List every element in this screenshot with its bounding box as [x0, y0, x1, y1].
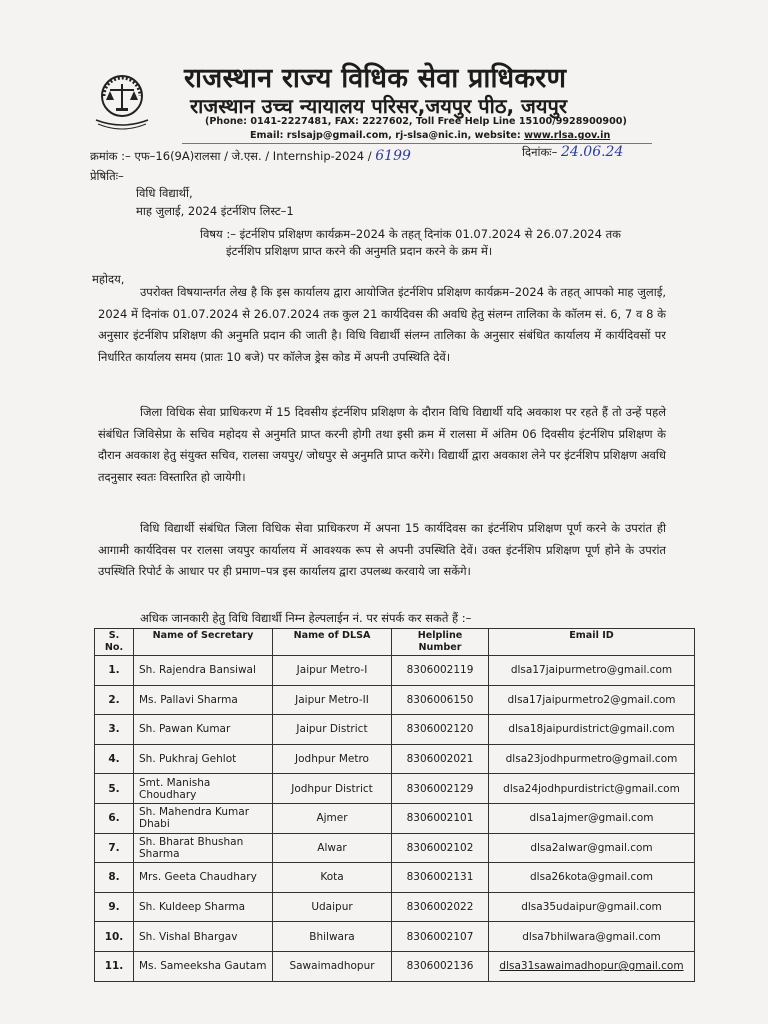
- cell-dlsa: Ajmer: [273, 803, 392, 833]
- scales-of-justice-emblem-icon: [84, 70, 160, 132]
- cell-email: dlsa18jaipurdistrict@gmail.com: [489, 715, 695, 745]
- cell-secretary: Sh. Vishal Bhargav: [134, 922, 273, 952]
- table-row: [95, 774, 695, 804]
- cell-helpline: 8306002119: [392, 656, 489, 686]
- table-header-row: [95, 629, 695, 656]
- cell-helpline: 8306002129: [392, 774, 489, 804]
- cell-sno: 3.: [95, 715, 134, 745]
- cell-email: dlsa1ajmer@gmail.com: [489, 803, 695, 833]
- table-intro: अधिक जानकारी हेतु विधि विद्यार्थी निम्न हेल्पलाईन नं. पर संपर्क कर सकते हैं :–: [140, 611, 472, 625]
- cell-secretary: Ms. Sameeksha Gautam: [134, 951, 273, 981]
- subject-block: [200, 226, 670, 260]
- table-row: [95, 951, 695, 981]
- reference-number: [90, 148, 411, 164]
- reference-handwritten-number: 6199: [375, 148, 411, 164]
- cell-sno: 8.: [95, 863, 134, 893]
- cell-helpline: 8306002131: [392, 863, 489, 893]
- body-paragraph-1: उपरोक्त विषयान्तर्गत लेख है कि इस कार्यालय द्वारा आयोजित इंटर्नशिप प्रशिक्षण कार्यक्रम–2024 के तहत् आपको माह जुलाई, 2024 में दिनांक 01.07.2024 से 26.07.2024 तक कुल 21 कार्यदिवस की अवधि हेतु संलग्न तालिका के कॉलम सं. 6, 7 व 8 के अनुसार इंटर्नशिप प्रशिक्षण की अनुमति प्रदान की जाती है। विधि विद्यार्थी संलग्न तालिका के अनुसार संबंधित कार्यालय में कार्यदिवसों पर निर्धारित कार्यालय समय (प्रातः 10 बजे) पर कॉलेज ड्रेस कोड में अपनी उपस्थिति देवें।: [98, 285, 666, 364]
- cell-sno: 1.: [95, 656, 134, 686]
- table-row: [95, 685, 695, 715]
- cell-dlsa: Jaipur Metro-I: [273, 656, 392, 686]
- cell-sno: 10.: [95, 922, 134, 952]
- cell-secretary: Sh. Pawan Kumar: [134, 715, 273, 745]
- cell-helpline: 8306002101: [392, 803, 489, 833]
- cell-secretary: Sh. Pukhraj Gehlot: [134, 744, 273, 774]
- header-dlsa: Name of DLSA: [273, 629, 392, 656]
- cell-email: dlsa26kota@gmail.com: [489, 863, 695, 893]
- cell-helpline: 8306002102: [392, 833, 489, 863]
- cell-helpline: 8306006150: [392, 685, 489, 715]
- email-text: Email: rslsajp@gmail.com, rj-slsa@nic.in, website:: [250, 130, 525, 141]
- cell-sno: 7.: [95, 833, 134, 863]
- cell-helpline: 8306002021: [392, 744, 489, 774]
- table-row: [95, 715, 695, 745]
- sent-to-label: प्रेषितिः–: [90, 169, 124, 183]
- cell-helpline: 8306002107: [392, 922, 489, 952]
- cell-secretary: Sh. Bharat Bhushan Sharma: [134, 833, 273, 863]
- contact-email-line: [250, 130, 670, 141]
- date-label: दिनांकः–: [522, 145, 562, 159]
- cell-secretary: Ms. Pallavi Sharma: [134, 685, 273, 715]
- cell-sno: 11.: [95, 951, 134, 981]
- table-row: [95, 744, 695, 774]
- cell-helpline: 8306002022: [392, 892, 489, 922]
- cell-sno: 4.: [95, 744, 134, 774]
- helpline-table: [94, 628, 695, 982]
- cell-dlsa: Udaipur: [273, 892, 392, 922]
- cell-email: dlsa23jodhpurmetro@gmail.com: [489, 744, 695, 774]
- organization-title: राजस्थान राज्य विधिक सेवा प्राधिकरण: [184, 63, 567, 94]
- cell-secretary: Smt. Manisha Choudhary: [134, 774, 273, 804]
- cell-email: dlsa2alwar@gmail.com: [489, 833, 695, 863]
- date-handwritten-value: 24.06.24: [561, 144, 624, 160]
- header-email: Email ID: [489, 629, 695, 656]
- cell-dlsa: Kota: [273, 863, 392, 893]
- body-paragraph-3: विधि विद्यार्थी संबंधित जिला विधिक सेवा प्राधिकरण में अपना 15 कार्यदिवस का इंटर्नशिप प्रशिक्षण पूर्ण करने के उपरांत ही आगामी कार्यदिवस पर रालसा जयपुर कार्यालय में आवश्यक रूप से अपनी उपस्थिति देवें। उक्त इंटर्नशिप प्रशिक्षण पूर्ण होने के उपरांत उपस्थिति रिपोर्ट के आधार पर ही प्रमाण–पत्र इस कार्यालय द्वारा उपलब्ध करवाये जा सकेंगे।: [98, 521, 666, 578]
- cell-email: dlsa17jaipurmetro2@gmail.com: [489, 685, 695, 715]
- cell-email[interactable]: dlsa31sawaimadhopur@gmail.com: [489, 951, 695, 981]
- contact-phone-line: (Phone: 0141-2227481, FAX: 2227602, Toll Free Help Line 15100/9928900900): [205, 116, 627, 127]
- letter-date: [522, 144, 623, 160]
- cell-secretary: Sh. Mahendra Kumar Dhabi: [134, 803, 273, 833]
- subject-line-2: इंटर्नशिप प्रशिक्षण प्राप्त करने की अनुमति प्रदान करने के क्रम में।: [226, 244, 493, 258]
- cell-email: dlsa24jodhpurdistrict@gmail.com: [489, 774, 695, 804]
- header-sno: S. No.: [95, 629, 134, 656]
- table-row: [95, 863, 695, 893]
- cell-sno: 6.: [95, 803, 134, 833]
- cell-dlsa: Jodhpur District: [273, 774, 392, 804]
- cell-sno: 9.: [95, 892, 134, 922]
- reference-label: क्रमांक :– एफ–16(9A)रालसा / जे.एस. / Internship-2024 /: [90, 149, 376, 163]
- table-row: [95, 803, 695, 833]
- addressee-line-2: माह जुलाई, 2024 इंटर्नशिप लिस्ट–1: [136, 204, 294, 218]
- table-row: [95, 656, 695, 686]
- organization-address: राजस्थान उच्च न्यायालय परिसर,जयपुर पीठ, जयपुर: [190, 94, 568, 118]
- cell-dlsa: Alwar: [273, 833, 392, 863]
- salutation: महोदय,: [92, 272, 125, 286]
- cell-email: dlsa35udaipur@gmail.com: [489, 892, 695, 922]
- cell-helpline: 8306002120: [392, 715, 489, 745]
- cell-secretary: Sh. Rajendra Bansiwal: [134, 656, 273, 686]
- header-secretary: Name of Secretary: [134, 629, 273, 656]
- cell-secretary: Mrs. Geeta Chaudhary: [134, 863, 273, 893]
- cell-dlsa: Jodhpur Metro: [273, 744, 392, 774]
- table-row: [95, 922, 695, 952]
- subject-line-1: विषय :– इंटर्नशिप प्रशिक्षण कार्यक्रम–2024 के तहत् दिनांक 01.07.2024 से 26.07.2024 तक: [200, 227, 621, 241]
- body-paragraph-2: जिला विधिक सेवा प्राधिकरण में 15 दिवसीय इंटर्नशिप प्रशिक्षण के दौरान विधि विद्यार्थी यदि अवकाश पर रहते हैं तो उन्हें पहले संबंधित जिविसेप्रा के सचिव महोदय से अनुमति प्राप्त करनी होगी तथा इसी क्रम में रालसा में अंतिम 06 दिवसीय इंटर्नशिप प्रशिक्षण के दौरान अवकाश हेतु संयुक्त सचिव, रालसा जयपुर/ जोधपुर से अनुमति प्राप्त करेंगे। विद्यार्थी द्वारा अवकाश लेने पर इंटर्नशिप प्रशिक्षण अवधि तदनुसार स्वतः विस्तारित हो जायेगी।: [98, 405, 666, 484]
- cell-dlsa: Bhilwara: [273, 922, 392, 952]
- cell-sno: 5.: [95, 774, 134, 804]
- table-row: [95, 833, 695, 863]
- cell-helpline: 8306002136: [392, 951, 489, 981]
- header-helpline: Helpline Number: [392, 629, 489, 656]
- cell-email: dlsa17jaipurmetro@gmail.com: [489, 656, 695, 686]
- cell-dlsa: Sawaimadhopur: [273, 951, 392, 981]
- table-row: [95, 892, 695, 922]
- cell-secretary: Sh. Kuldeep Sharma: [134, 892, 273, 922]
- cell-dlsa: Jaipur Metro-II: [273, 685, 392, 715]
- addressee-line-1: विधि विद्यार्थी,: [136, 186, 193, 200]
- website-link[interactable]: www.rlsa.gov.in: [524, 130, 611, 141]
- cell-email: dlsa7bhilwara@gmail.com: [489, 922, 695, 952]
- cell-dlsa: Jaipur District: [273, 715, 392, 745]
- cell-sno: 2.: [95, 685, 134, 715]
